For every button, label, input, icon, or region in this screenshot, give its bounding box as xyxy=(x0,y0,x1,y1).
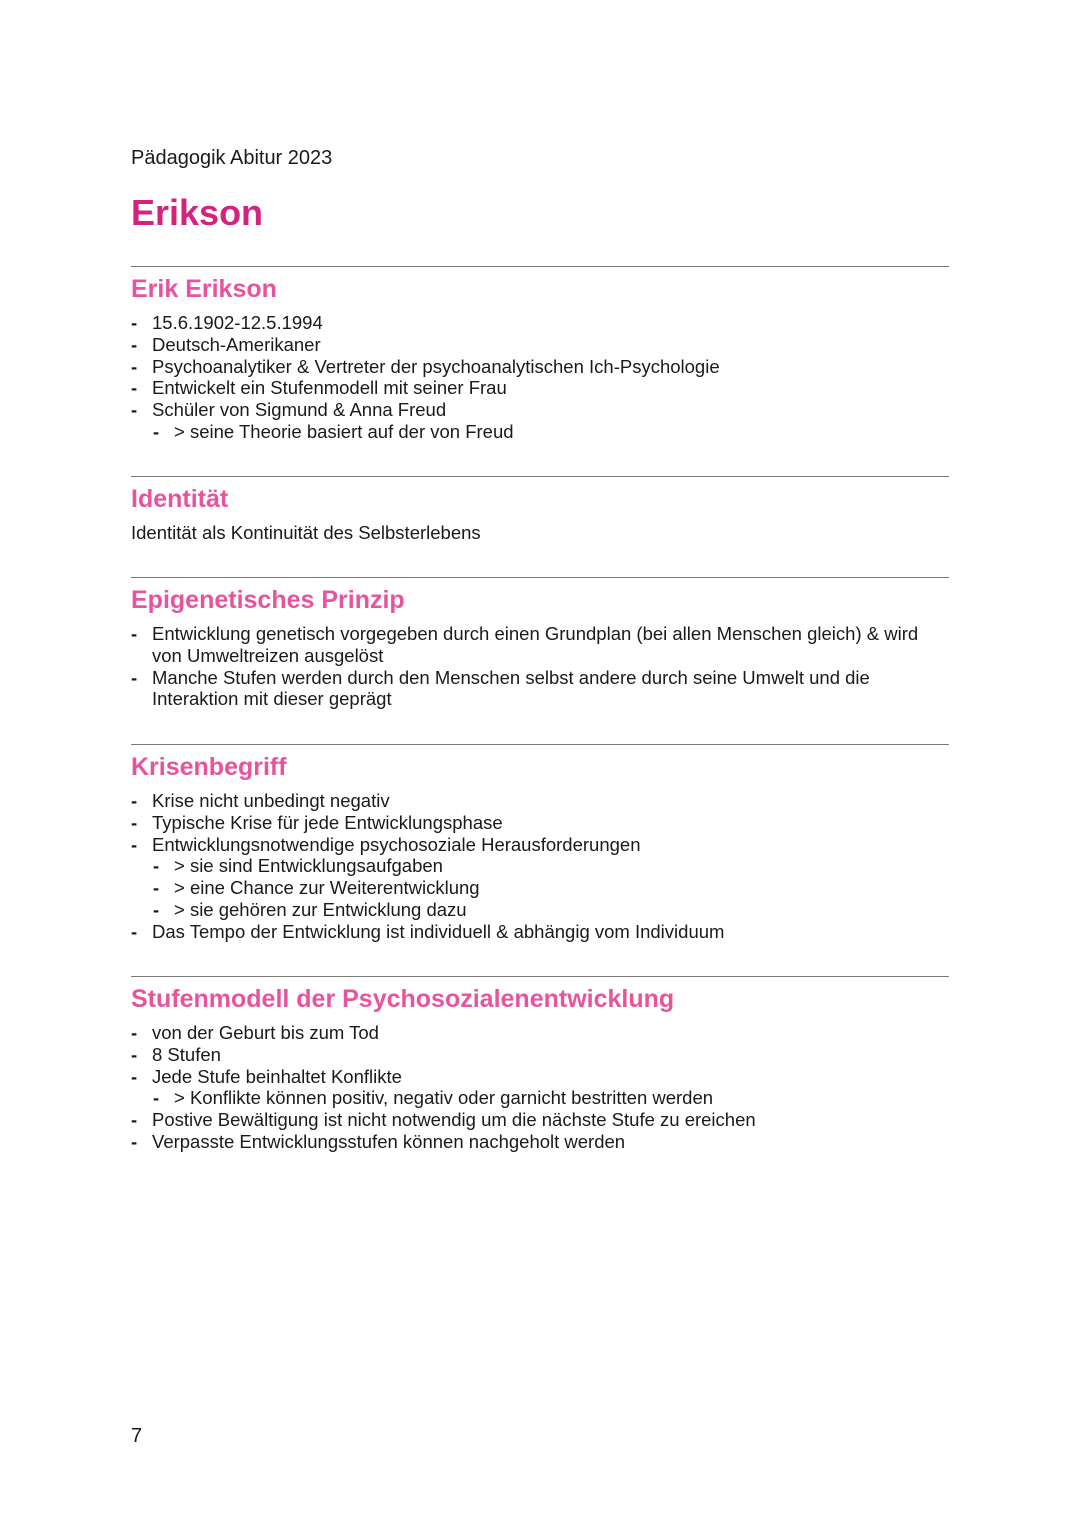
section-body xyxy=(131,522,949,544)
list-item: - Entwicklungsnotwendige psychosoziale Herausforderungen xyxy=(131,834,949,856)
section-text: Identität als Kontinuität des Selbsterlebens xyxy=(131,522,481,543)
section-divider xyxy=(131,744,949,745)
section-body xyxy=(131,312,949,443)
section-heading: Krisenbegriff xyxy=(131,753,287,781)
list-item: - Manche Stufen werden durch den Menschen selbst andere durch seine Umwelt und die Interaktion mit dieser geprägt xyxy=(131,667,949,711)
list-item: - Deutsch-Amerikaner xyxy=(131,334,949,356)
section-stufenmodell xyxy=(131,976,949,1152)
list-item: - Entwickelt ein Stufenmodell mit seiner Frau xyxy=(131,377,949,399)
section-heading: Identität xyxy=(131,485,229,513)
sub-list-item: - > Konflikte können positiv, negativ oder garnicht bestritten werden xyxy=(131,1087,949,1109)
list-item: - Typische Krise für jede Entwicklungsphase xyxy=(131,812,949,834)
bullet-list xyxy=(131,790,949,943)
section-heading: Epigenetisches Prinzip xyxy=(131,586,405,614)
section-body xyxy=(131,1022,949,1153)
sub-list-item: - > seine Theorie basiert auf der von Freud xyxy=(131,421,949,443)
list-item: - Schüler von Sigmund & Anna Freud xyxy=(131,399,949,421)
list-item: - Das Tempo der Entwicklung ist individuell & abhängig vom Individuum xyxy=(131,921,949,943)
section-divider xyxy=(131,976,949,977)
list-item: - von der Geburt bis zum Tod xyxy=(131,1022,949,1044)
bullet-list xyxy=(131,1022,949,1153)
page-title: Erikson xyxy=(131,192,264,233)
section-krisenbegriff xyxy=(131,744,949,942)
section-divider xyxy=(131,577,949,578)
list-item: - Psychoanalytiker & Vertreter der psychoanalytischen Ich-Psychologie xyxy=(131,356,949,378)
sub-list-item: - > eine Chance zur Weiterentwicklung xyxy=(131,877,949,899)
sub-list-item: - > sie sind Entwicklungsaufgaben xyxy=(131,855,949,877)
list-item: - Postive Bewältigung ist nicht notwendig um die nächste Stufe zu ereichen xyxy=(131,1109,949,1131)
bullet-list xyxy=(131,312,949,443)
list-item: - Krise nicht unbedingt negativ xyxy=(131,790,949,812)
sub-list-item: - > sie gehören zur Entwicklung dazu xyxy=(131,899,949,921)
document-subject: Pädagogik Abitur 2023 xyxy=(131,147,333,169)
section-heading: Stufenmodell der Psychosozialenentwicklung xyxy=(131,985,675,1013)
list-item: - Jede Stufe beinhaltet Konflikte xyxy=(131,1066,949,1088)
list-item: - Entwicklung genetisch vorgegeben durch einen Grundplan (bei allen Menschen gleich) & wird von Umweltreizen ausgelöst xyxy=(131,623,949,667)
section-divider xyxy=(131,476,949,477)
section-body xyxy=(131,623,949,710)
section-body xyxy=(131,790,949,943)
list-item: - 8 Stufen xyxy=(131,1044,949,1066)
section-epigenetisches-prinzip xyxy=(131,577,949,710)
bullet-list xyxy=(131,623,949,710)
section-erik-erikson xyxy=(131,266,949,442)
page-number: 7 xyxy=(131,1425,143,1447)
list-item: - Verpasste Entwicklungsstufen können nachgeholt werden xyxy=(131,1131,949,1153)
section-identitaet xyxy=(131,476,949,543)
section-heading: Erik Erikson xyxy=(131,275,277,303)
list-item: - 15.6.1902-12.5.1994 xyxy=(131,312,949,334)
section-divider xyxy=(131,266,949,267)
